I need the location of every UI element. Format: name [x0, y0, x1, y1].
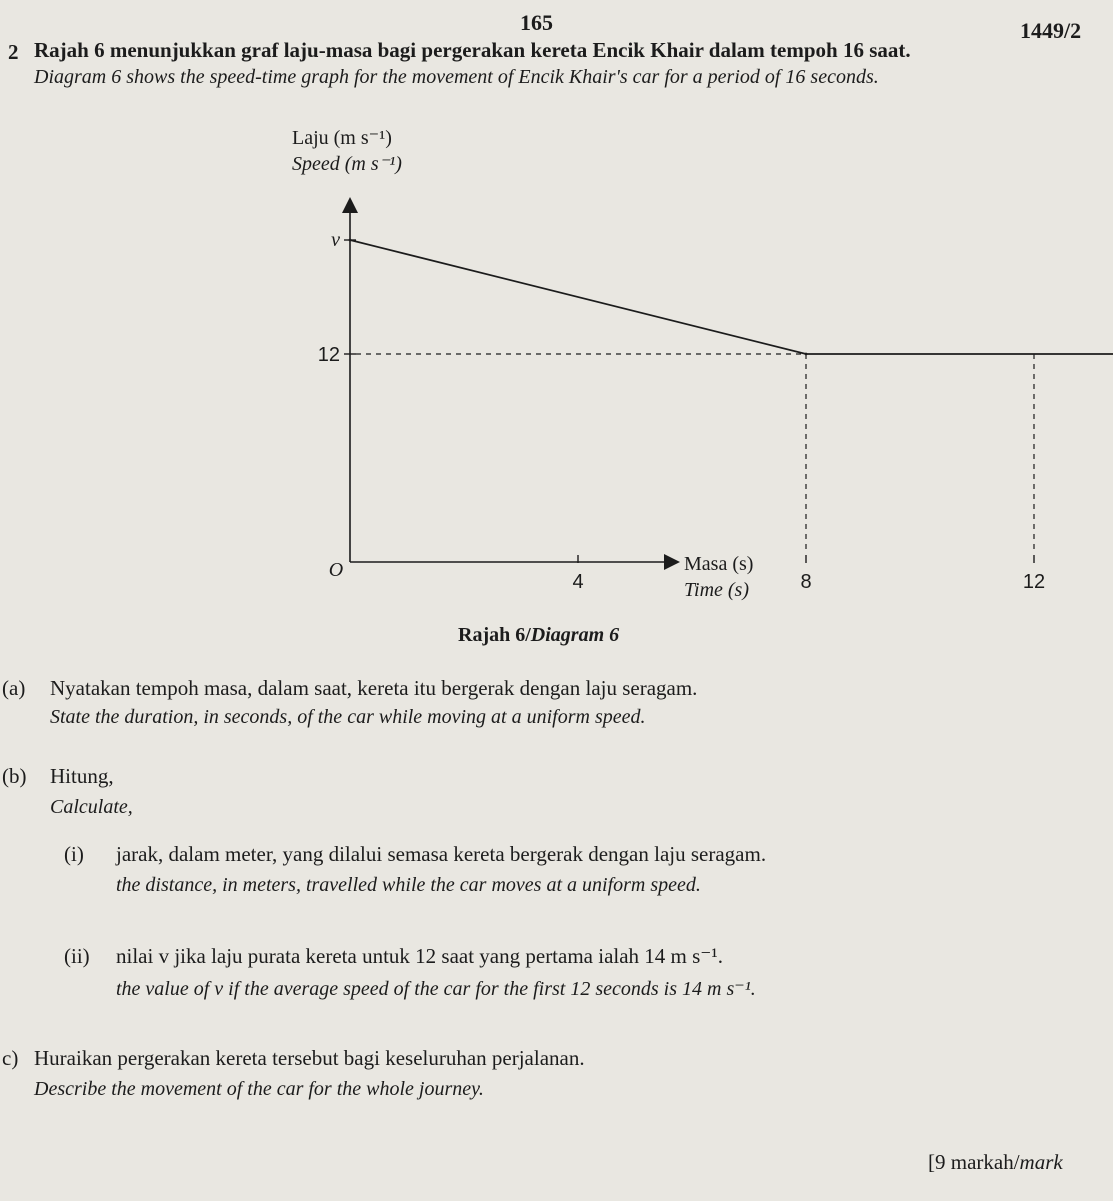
part-c-label: c)	[2, 1046, 19, 1070]
y-tick-label-12: 12	[317, 344, 340, 366]
part-b-i-english: the distance, in meters, travelled while the car moves at a uniform speed.	[116, 874, 701, 896]
part-b-i-malay: jarak, dalam meter, yang dilalui semasa kereta bergerak dengan laju seragam.	[116, 842, 767, 866]
series-vertex	[805, 353, 808, 356]
question-number: 2	[8, 40, 19, 64]
marks-label	[928, 1150, 1063, 1175]
diagram-caption	[458, 624, 619, 647]
x-tick-label: 12	[1022, 571, 1046, 593]
part-b-english: Calculate,	[50, 796, 133, 818]
question-stem-malay: Rajah 6 menunjukkan graf laju-masa bagi pergerakan kereta Encik Khair dalam tempoh 16 saat.	[34, 38, 911, 62]
y-axis-label-malay: Laju (m s⁻¹)	[292, 127, 392, 149]
question-stem-english: Diagram 6 shows the speed-time graph for the movement of Encik Khair's car for a period of 16 seconds.	[34, 66, 879, 88]
part-a-english: State the duration, in seconds, of the car while moving at a uniform speed.	[50, 706, 646, 728]
part-b-i-label: (i)	[64, 842, 84, 866]
part-c-malay: Huraikan pergerakan kereta tersebut bagi keseluruhan perjalanan.	[34, 1046, 585, 1070]
x-axis-label-english: Time (s)	[684, 579, 749, 601]
chart-labels	[292, 127, 753, 601]
marks-english: mark	[1019, 1150, 1063, 1174]
x-tick-label: 8	[800, 571, 812, 593]
part-b-label: (b)	[2, 764, 27, 788]
part-a-malay: Nyatakan tempoh masa, dalam saat, kereta itu bergerak dengan laju seragam.	[50, 676, 698, 700]
part-b-ii-label: (ii)	[64, 944, 90, 968]
paper-code: 1449/2	[1020, 18, 1082, 43]
speed-time-line	[350, 240, 1113, 354]
page-number: 165	[520, 10, 553, 35]
x-tick-label: 4	[572, 571, 584, 593]
caption-english: Diagram 6	[530, 624, 620, 646]
part-b-ii-malay: nilai v jika laju purata kereta untuk 12 saat yang pertama ialah 14 m s⁻¹.	[116, 944, 723, 968]
part-b-malay: Hitung,	[50, 764, 114, 788]
part-b-ii-english: the value of v if the average speed of the car for the first 12 seconds is 14 m s⁻¹.	[116, 978, 756, 1000]
y-tick-label-v: v	[331, 229, 340, 251]
part-a-label: (a)	[2, 676, 26, 700]
part-c-english: Describe the movement of the car for the whole journey.	[34, 1078, 484, 1100]
marks-malay: [9 markah/	[928, 1150, 1020, 1174]
y-axis-label-english: Speed (m s⁻¹)	[292, 153, 402, 175]
origin-label: O	[328, 559, 344, 581]
chart-axes	[350, 205, 672, 562]
x-axis-label-malay: Masa (s)	[684, 553, 754, 575]
chart-guides	[356, 354, 1113, 554]
chart-ticks	[318, 229, 1113, 593]
series-vertex	[349, 239, 352, 242]
chart-series	[349, 239, 1113, 356]
caption-malay: Rajah 6/	[458, 624, 531, 646]
